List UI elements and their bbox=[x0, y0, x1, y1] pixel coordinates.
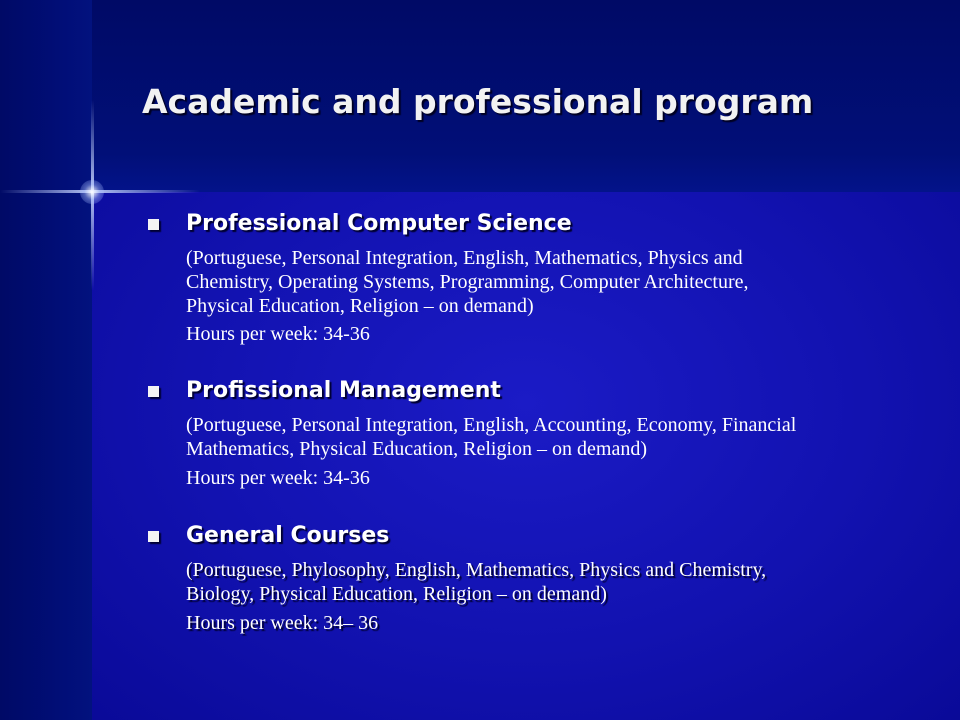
program-heading: Professional Computer Science bbox=[186, 211, 572, 236]
program-hours: Hours per week: 34– 36 bbox=[186, 612, 379, 634]
description-line: Biology, Physical Education, Religion – on demand) bbox=[186, 583, 607, 605]
slide-title: Academic and professional program bbox=[142, 82, 814, 121]
description-line: (Portuguese, Phylosophy, English, Mathematics, Physics and Chemistry, bbox=[186, 559, 767, 581]
description-line: Physical Education, Religion – on demand) bbox=[186, 295, 534, 317]
description-line: (Portuguese, Personal Integration, English, Accounting, Economy, Financial bbox=[186, 414, 797, 436]
flare-glow bbox=[80, 180, 104, 204]
description-line: (Portuguese, Personal Integration, English, Mathematics, Physics and bbox=[186, 247, 743, 269]
description-line: Chemistry, Operating Systems, Programming, Computer Architecture, bbox=[186, 271, 749, 293]
program-description bbox=[186, 558, 936, 606]
program-description bbox=[186, 246, 936, 318]
background-left-band bbox=[0, 0, 92, 720]
program-hours: Hours per week: 34-36 bbox=[186, 323, 370, 345]
description-line: Mathematics, Physical Education, Religion – on demand) bbox=[186, 438, 648, 460]
square-bullet-icon bbox=[148, 531, 159, 542]
program-description bbox=[186, 413, 936, 461]
program-hours: Hours per week: 34-36 bbox=[186, 467, 370, 489]
square-bullet-icon bbox=[148, 386, 159, 397]
program-heading: General Courses bbox=[186, 523, 390, 548]
square-bullet-icon bbox=[148, 219, 159, 230]
program-heading: Profissional Management bbox=[186, 378, 501, 403]
